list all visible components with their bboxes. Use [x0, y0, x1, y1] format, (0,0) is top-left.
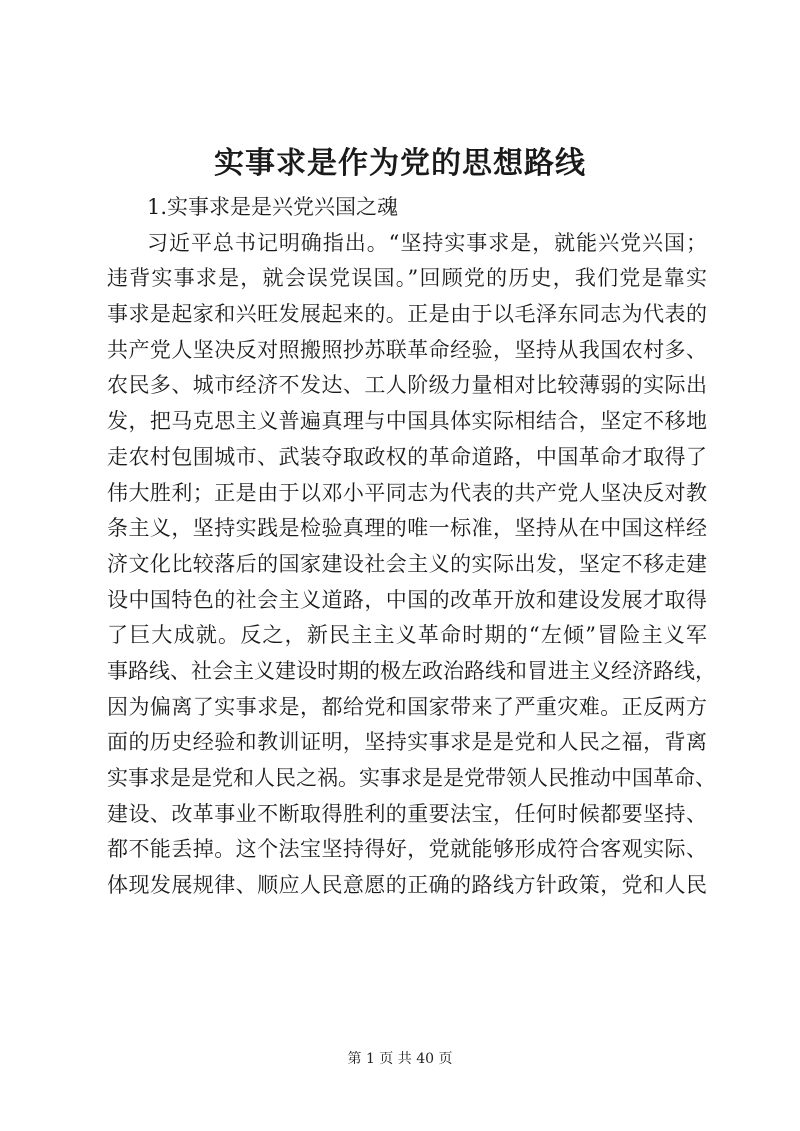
- paragraph-line: 建设、改革事业不断取得胜利的重要法宝，任何时候都要坚持、: [107, 801, 707, 826]
- paragraph-line: 违背实事求是，就会误党误国。”回顾党的历史，我们党是靠实: [107, 266, 707, 291]
- paragraph-line: 发，把马克思主义普遍真理与中国具体实际相结合，坚定不移地: [107, 409, 707, 434]
- paragraph-line: 设中国特色的社会主义道路，中国的改革开放和建设发展才取得: [107, 587, 707, 612]
- page-footer: 第 1 页 共 40 页: [347, 1051, 453, 1067]
- paragraph-line: 农民多、城市经济不发达、工人阶级力量相对比较薄弱的实际出: [107, 373, 707, 398]
- paragraph-line: 伟大胜利；正是由于以邓小平同志为代表的共产党人坚决反对教: [107, 480, 707, 505]
- paragraph-line: 了巨大成就。反之，新民主主义革命时期的“左倾”冒险主义军: [107, 623, 707, 648]
- paragraph-line: 事求是起家和兴旺发展起来的。正是由于以毛泽东同志为代表的: [107, 302, 707, 327]
- paragraph-line: 实事求是是党和人民之祸。实事求是是党带领人民推动中国革命、: [107, 766, 716, 790]
- paragraph-line: 共产党人坚决反对照搬照抄苏联革命经验，坚持从我国农村多、: [107, 337, 707, 362]
- paragraph-line: 济文化比较落后的国家建设社会主义的实际出发，坚定不移走建: [107, 551, 707, 576]
- paragraph-line: 因为偏离了实事求是，都给党和国家带来了严重灾难。正反两方: [107, 694, 707, 719]
- paragraph-line: 习近平总书记明确指出。“坚持实事求是，就能兴党兴国；: [147, 230, 707, 255]
- document-body: [107, 190, 716, 904]
- paragraph-line: 事路线、社会主义建设时期的极左政治路线和冒进主义经济路线，: [107, 658, 716, 683]
- paragraph-line: 面的历史经验和教训证明，坚持实事求是是党和人民之福，背离: [107, 730, 707, 755]
- paragraph-line: 都不能丢掉。这个法宝坚持得好，党就能够形成符合客观实际、: [107, 837, 707, 862]
- paragraph-line: 条主义，坚持实践是检验真理的唯一标准，坚持从在中国这样经: [107, 516, 707, 541]
- paragraph-line: 走农村包围城市、武装夺取政权的革命道路，中国革命才取得了: [107, 444, 707, 469]
- document-title: 实事求是作为党的思想路线: [214, 146, 586, 181]
- section-heading: 1.实事求是是兴党兴国之魂: [147, 195, 399, 219]
- paragraph-line: 体现发展规律、顺应人民意愿的正确的路线方针政策，党和人民: [107, 873, 707, 898]
